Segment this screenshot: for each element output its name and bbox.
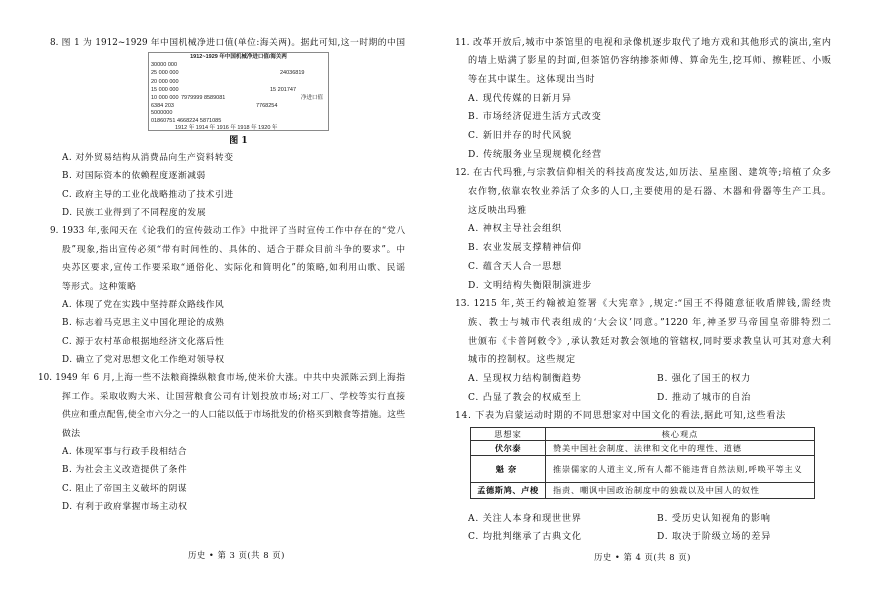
y-axis-label: 25 000 000	[151, 70, 179, 76]
figure-caption: 图 1	[229, 136, 248, 146]
question-13-stem-line-2: 族、教士与城市代表组成的‘大会议’同意。”1220 年,神圣罗马帝国皇帝腓特烈二	[468, 317, 831, 328]
data-label: 7768254	[256, 103, 278, 109]
question-13-option-c: C. 凸显了教会的权威至上	[468, 392, 582, 403]
question-11-stem-line-1: 11. 改革开放后,城市中茶馆里的电视和录像机逐步取代了地方戏和其他形式的演出,室内	[455, 37, 831, 48]
question-11-option-b: B. 市场经济促进生活方式改变	[468, 112, 602, 123]
question-8-stem-line-1: 8. 图 1 为 1912~1929 年中国机械净进口值(单位:海关两)。据此可知,这一时期的中国	[50, 37, 405, 48]
y-axis-label: 0	[151, 118, 155, 124]
question-12-stem-line-2: 农作物,依靠农牧业养活了众多的人口,主要使用的是石器、木器和骨器等生产工具。	[468, 187, 831, 198]
question-10	[38, 369, 405, 516]
figure-title: 1912~1929 年中国机械净进口值/海关两	[190, 54, 287, 60]
question-8-option-d: D. 民族工业得到了不同程度的发展	[62, 207, 206, 218]
question-10-option-d: D. 有利于政府掌握市场主动权	[62, 502, 188, 513]
question-10-stem-line-3: 供应和重点配售,使全市六分之一的人口能以低于市场批发的价格买到粮食等措施。这些	[62, 410, 405, 421]
data-label: 24036819	[280, 70, 305, 76]
question-11-option-d: D. 传统服务业呈现规模化经营	[468, 149, 602, 160]
question-9-stem-line-3: 央苏区要求,宣传工作要采取“通俗化、实际化和简明化”的策略,如利用山歌、民谣	[62, 263, 405, 274]
question-12	[455, 164, 831, 295]
question-14-option-a: A. 关注人本身和现世世界	[468, 513, 582, 524]
question-11-option-c: C. 新旧并存的时代风貌	[468, 131, 572, 142]
thinkers-views-table	[470, 427, 815, 499]
thinker-cell: 孟德斯鸠、卢梭	[471, 483, 546, 499]
question-8-option-a: A. 对外贸易结构从消费品向生产资料转变	[62, 152, 234, 163]
header-thinker: 思想家	[471, 428, 546, 441]
question-14-option-c: C. 均批判继承了古典文化	[468, 532, 582, 543]
question-12-stem-line-1: 12. 在古代玛雅,与宗教信仰相关的科技高度发达,如历法、星座图、建筑等;培植了众多	[455, 168, 831, 179]
question-12-option-c: C. 蕴含天人合一思想	[468, 261, 562, 272]
question-9-stem-line-1: 9. 1933 年,张闻天在《论我们的宣传鼓动工作》中批评了当时宣传工作中存在的“党八	[50, 226, 405, 237]
page-footer-right: 历史 • 第 4 页(共 8 页)	[594, 552, 691, 562]
y-axis-label: 10 000 000	[151, 95, 179, 101]
data-label: 15 201747	[270, 87, 296, 93]
question-13-option-a: A. 呈现权力结构制衡趋势	[468, 373, 582, 384]
question-14-stem-line-1: 14. 下表为启蒙运动时期的不同思想家对中国文化的看法,据此可知,这些看法	[455, 411, 786, 422]
view-cell: 赞美中国社会制度、法律和文化中的理性、道德	[546, 441, 815, 456]
y-axis-label: 15 000 000	[151, 87, 179, 93]
y-axis-label: 30000 000	[151, 62, 177, 68]
question-11-stem-line-2: 的墙上贴满了影星的封面,但茶馆仍容纳掺茶师傅、算命先生,挖耳师、擦鞋匠、小贩	[468, 56, 831, 67]
thinker-cell: 魁奈	[471, 456, 546, 483]
question-8-stem	[50, 34, 405, 52]
question-13-option-b: B. 强化了国王的权力	[657, 373, 752, 384]
legend-label: 净进口值	[301, 95, 324, 101]
header-core-view: 核心观点	[546, 428, 815, 441]
question-14-options-grid	[468, 510, 831, 547]
question-11-option-a: A. 现代传媒的日新月异	[468, 93, 572, 104]
question-13-stem-line-4: 城市的控制权。这些规定	[468, 355, 576, 366]
question-11-stem-line-3: 等在其中谋生。这体现出当时	[468, 74, 596, 85]
y-axis-label: 5000000	[151, 110, 173, 116]
question-12-stem-line-3: 这反映出玛雅	[468, 205, 527, 216]
question-13	[455, 295, 831, 407]
question-8-option-b: B. 对国际资本的依赖程度逐渐减弱	[62, 171, 206, 182]
question-12-option-d: D. 文明结构失衡限制演进步	[468, 280, 592, 291]
question-12-option-a: A. 神权主导社会组织	[468, 224, 562, 235]
question-13-stem-line-1: 13. 1215 年,英王约翰被迫签署《大宪章》,规定:“国王不得随意征收盾牌钱,需经贵	[455, 299, 831, 310]
table-head	[471, 428, 815, 441]
data-label: 6384 203	[151, 103, 174, 109]
question-9-option-d: D. 确立了党对思想文化工作绝对领导权	[62, 355, 225, 366]
y-axis-label: 20 000 000	[151, 79, 179, 85]
question-11	[455, 34, 831, 165]
question-14-option-b: B. 受历史认知视角的影响	[657, 513, 771, 524]
figure-1-machinery-import-chart	[148, 52, 329, 131]
right-page-questions	[455, 34, 831, 426]
question-10-stem-line-4: 做法	[62, 428, 81, 439]
question-13-options	[468, 370, 831, 407]
question-10-stem-line-2: 挥工作。采取收购大米、让国营粮食公司有计划投放市场;对工厂、学校等实行直接	[62, 391, 405, 402]
data-label: 7979999 8589081	[181, 95, 226, 101]
question-10-option-c: C. 阻止了帝国主义破坏的阴谋	[62, 483, 188, 494]
question-13-option-d: D. 推动了城市的自治	[657, 392, 752, 403]
question-8-options	[50, 149, 405, 223]
left-page-questions	[38, 149, 405, 517]
question-8-option-c: C. 政府主导的工业化战略推动了技术引进	[62, 189, 234, 200]
thinker-cell: 伏尔泰	[471, 441, 546, 456]
x-axis-labels: 1912 年 1914 年 1916 年 1918 年 1920 年	[175, 125, 278, 131]
page-footer-left: 历史 • 第 3 页(共 8 页)	[188, 550, 285, 560]
question-9-option-c: C. 源于农村革命根据地经济文化落后性	[62, 336, 225, 347]
question-9-option-b: B. 标志着马克思主义中国化理论的成熟	[62, 318, 225, 329]
question-13-stem-line-3: 世颁布《卡普阿敕令》,承认教廷对教会领地的管辖权,同时要求教皇认可其对意大利	[468, 336, 831, 347]
question-10-stem-line-1: 10. 1949 年 6 月,上海一些不法粮商操纵粮食市场,使米价大涨。中共中央派陈云到上海指	[38, 373, 405, 384]
question-10-option-a: A. 体现军事与行政手段相结合	[62, 447, 188, 458]
table-row	[471, 441, 815, 456]
question-14-option-d: D. 取决于阶级立场的差异	[657, 532, 772, 543]
table-row	[471, 483, 815, 499]
question-10-option-b: B. 为社会主义改造提供了条件	[62, 465, 188, 476]
table-body	[471, 441, 815, 499]
question-14	[455, 407, 831, 426]
view-cell: 推崇儒家的人道主义,所有人都不能违背自然法则,呼唤平等主义	[546, 456, 815, 483]
question-12-option-b: B. 农业发展支撑精神信仰	[468, 243, 582, 254]
question-9-stem-line-4: 等形式。这种策略	[62, 281, 137, 292]
table-header-row	[471, 428, 815, 441]
question-9-option-a: A. 体现了党在实践中坚持群众路线作风	[62, 299, 225, 310]
question-9-stem-line-2: 股”现象,指出宣传必须“带有时间性的、具体的、适合于群众目前斗争的要求”。中	[62, 244, 405, 255]
view-cell: 指责、嘲讽中国政治制度中的独裁以及中国人的奴性	[546, 483, 815, 499]
table-row	[471, 456, 815, 483]
question-14-options	[455, 510, 831, 547]
question-9	[50, 222, 405, 369]
data-label: 1860751 4668224 5871085	[154, 118, 222, 124]
